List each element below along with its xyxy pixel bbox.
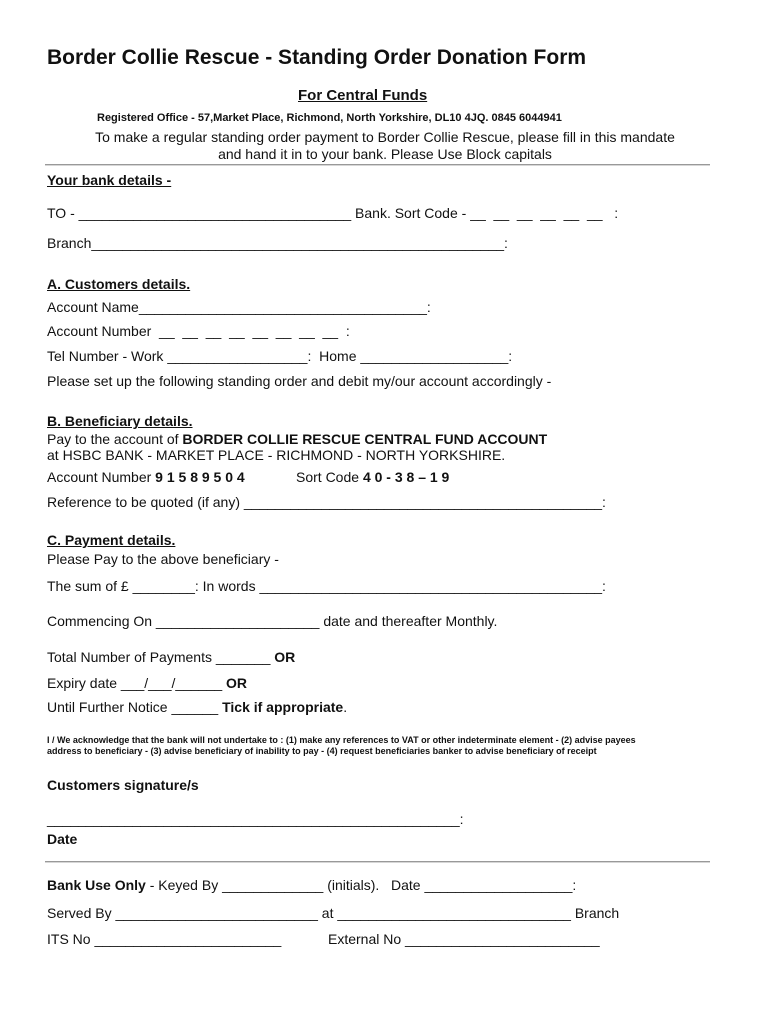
- expiry-date-field[interactable]: [47, 675, 247, 691]
- payment-instruction: Please Pay to the above beneficiary -: [47, 551, 279, 567]
- customer-details-heading: A. Customers details.: [47, 276, 191, 292]
- account-name-field[interactable]: Account Name_____________________________________:: [47, 299, 431, 315]
- bank-use-keyed-line[interactable]: [47, 877, 576, 893]
- served-by-field[interactable]: Served By __________________________ at ______________________________ Branch: [47, 905, 620, 921]
- divider-top: [45, 164, 710, 166]
- or-label: OR: [274, 649, 296, 665]
- payment-details-heading: C. Payment details.: [47, 532, 176, 548]
- its-number-field[interactable]: ITS No ________________________: [47, 931, 282, 947]
- intro-line-2: and hand it in to your bank. Please Use Block capitals: [218, 146, 552, 162]
- beneficiary-sort-line: [296, 469, 449, 485]
- beneficiary-heading: B. Beneficiary details.: [47, 413, 193, 429]
- acknowledgement-line-1: I / We acknowledge that the bank will not undertake to : (1) make any references to VAT or other indeterminate element - (2) advise payees: [47, 735, 636, 745]
- reference-field[interactable]: Reference to be quoted (if any) ______________________________________________:: [47, 494, 606, 510]
- bank-to-field[interactable]: TO - ___________________________________ Bank. Sort Code - __ __ __ __ __ __ :: [47, 205, 619, 221]
- acknowledgement-line-2: address to beneficiary - (3) advise beneficiary of inability to pay - (4) request beneficiaries banker to advise beneficiary of receipt: [47, 746, 597, 756]
- subtitle: For Central Funds: [298, 87, 428, 104]
- account-number-label: Account Number: [47, 469, 156, 485]
- tick-instruction: Tick if appropriate: [222, 699, 344, 715]
- account-number-field[interactable]: Account Number __ __ __ __ __ __ __ __ :: [47, 323, 350, 339]
- external-number-field[interactable]: External No _________________________: [328, 931, 600, 947]
- page-title: Border Collie Rescue - Standing Order Donation Form: [47, 46, 587, 69]
- intro-line-1: To make a regular standing order payment to Border Collie Rescue, please fill in this mandate: [95, 129, 675, 145]
- expiry-text: Expiry date ___/___/______: [47, 675, 227, 691]
- pay-prefix: Pay to the account of: [47, 431, 183, 447]
- tick-dot: .: [343, 699, 348, 715]
- date-label: Date: [47, 831, 78, 847]
- bank-details-heading: Your bank details -: [47, 172, 172, 188]
- beneficiary-pay-line: [47, 431, 547, 447]
- beneficiary-bank-line: at HSBC BANK - MARKET PLACE - RICHMOND - NORTH YORKSHIRE.: [47, 447, 506, 463]
- beneficiary-sort-code: 4 0 - 3 8 – 1 9: [362, 469, 450, 485]
- until-further-notice-field[interactable]: [47, 699, 347, 715]
- beneficiary-account-line: [47, 469, 245, 485]
- until-text: Until Further Notice ______: [47, 699, 223, 715]
- tel-number-field[interactable]: Tel Number - Work __________________: Home ___________________:: [47, 348, 513, 364]
- registered-office: Registered Office - 57,Market Place, Richmond, North Yorkshire, DL10 4JQ. 0845 6044941: [97, 112, 562, 124]
- commencing-field[interactable]: Commencing On _____________________ date and thereafter Monthly.: [47, 613, 498, 629]
- bank-use-label: Bank Use Only: [47, 877, 146, 893]
- total-payments-text: Total Number of Payments _______: [47, 649, 275, 665]
- bank-branch-field[interactable]: Branch_____________________________________________________:: [47, 235, 508, 251]
- signature-heading: Customers signature/s: [47, 777, 199, 793]
- or-label: OR: [226, 675, 248, 691]
- signature-field[interactable]: _____________________________________________________:: [47, 811, 464, 827]
- beneficiary-account-name: BORDER COLLIE RESCUE CENTRAL FUND ACCOUNT: [182, 431, 548, 447]
- keyed-by-text: - Keyed By _____________ (initials). Date ___________________:: [145, 877, 577, 893]
- standing-order-instruction: Please set up the following standing order and debit my/our account accordingly -: [47, 373, 552, 389]
- beneficiary-account-number: 9 1 5 8 9 5 0 4: [155, 469, 245, 485]
- total-payments-field[interactable]: [47, 649, 295, 665]
- sort-code-label: Sort Code: [296, 469, 363, 485]
- divider-bottom: [45, 861, 710, 863]
- sum-field[interactable]: The sum of £ ________: In words ____________________________________________:: [47, 578, 606, 594]
